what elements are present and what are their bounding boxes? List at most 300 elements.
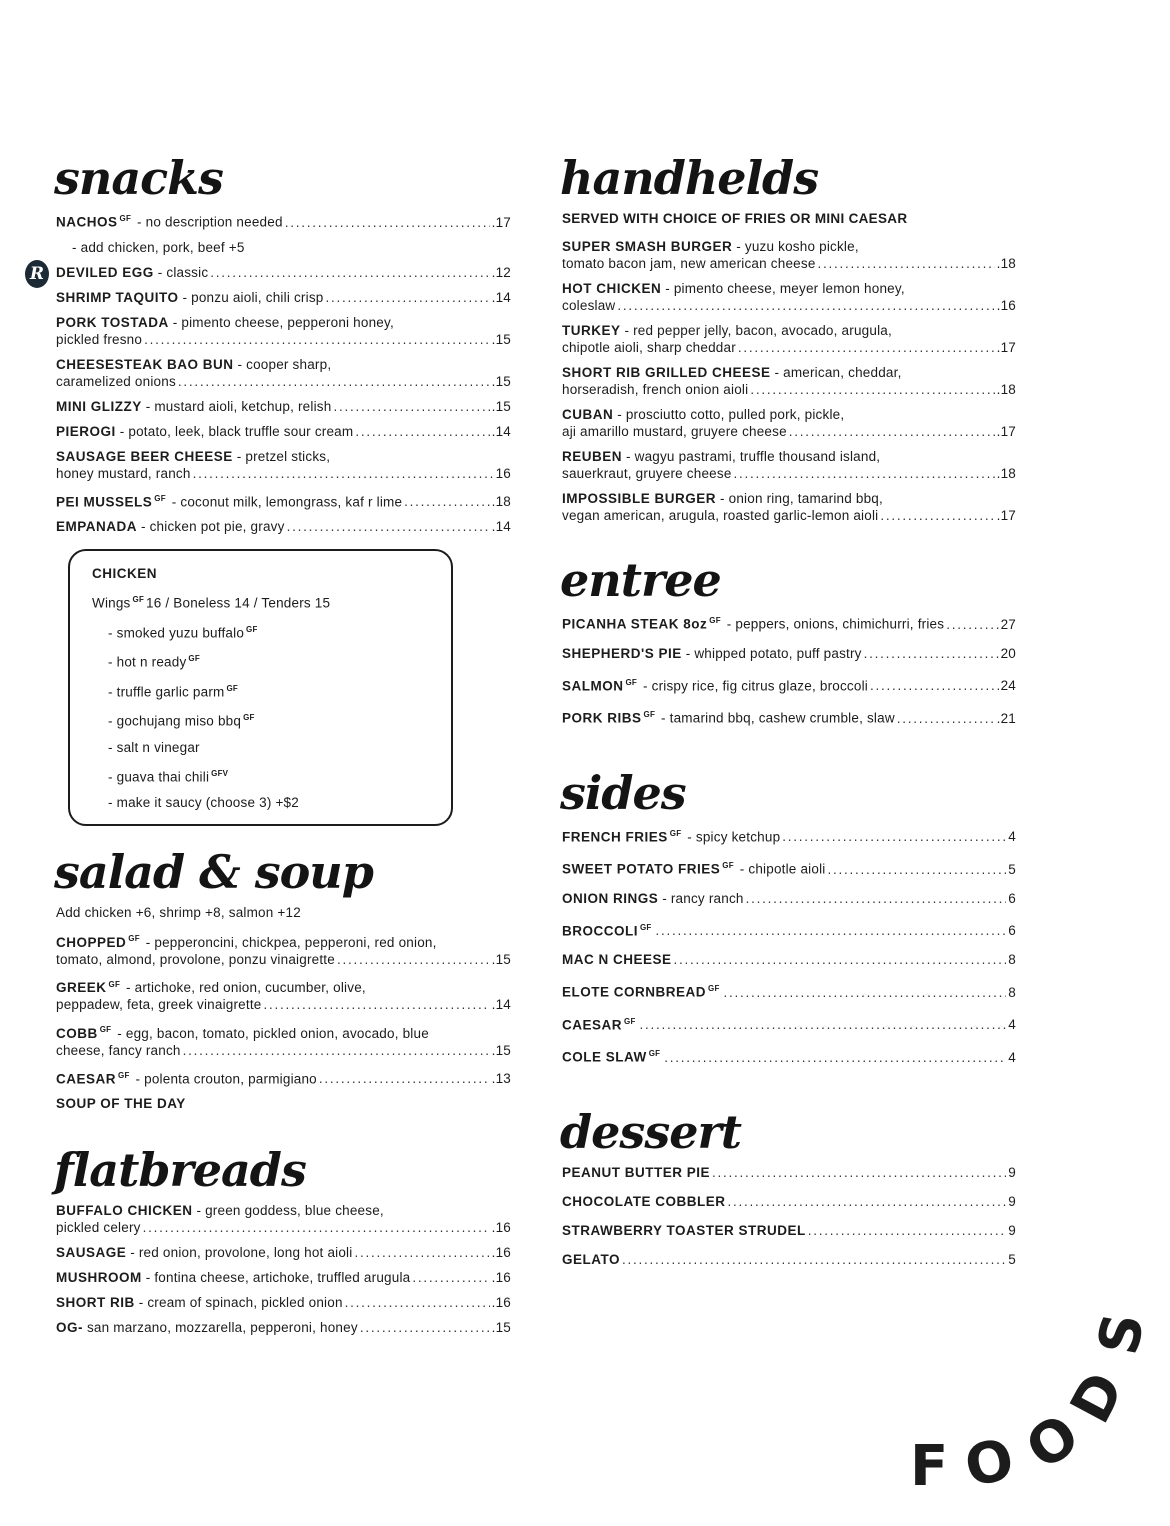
- item-name: PEI MUSSELS: [56, 494, 153, 509]
- leader-dots: [789, 423, 995, 440]
- item-row: [562, 423, 1016, 440]
- chicken-flavor-list: [92, 617, 431, 817]
- menu-item: [56, 264, 511, 281]
- foods-letter: S: [1086, 1308, 1158, 1360]
- menu-item: [56, 423, 511, 440]
- item-row: [562, 706, 1016, 727]
- item-row: [562, 857, 1016, 878]
- chicken-flavor: [92, 790, 431, 816]
- leader-dots: [337, 951, 490, 968]
- item-description-cont: peppadew, feta, greek vinaigrette: [56, 997, 262, 1012]
- item-name-desc: [562, 919, 654, 940]
- menu-item: [562, 448, 1016, 482]
- flavor-name: - make it saucy (choose 3) +$2: [108, 795, 299, 810]
- item-description: - onion ring, tamarind bbq,: [719, 491, 883, 506]
- item-row: [562, 1251, 1016, 1268]
- entree-list: [562, 612, 1016, 727]
- item-price: .18: [996, 256, 1016, 271]
- item-name: MAC N CHEESE: [562, 952, 672, 967]
- item-name: ONION RINGS: [562, 890, 659, 906]
- item-row: [56, 951, 511, 968]
- menu-item: [56, 1269, 511, 1286]
- item-name: CAESAR: [56, 1071, 117, 1086]
- gf-tag: GF: [154, 493, 166, 503]
- leader-dots: [664, 1049, 1006, 1066]
- item-row: [56, 465, 511, 482]
- left-column: [56, 150, 511, 1344]
- leader-dots: [183, 1042, 490, 1059]
- leader-dots: [412, 1269, 489, 1286]
- item-price: .16: [491, 1270, 511, 1285]
- sides-list: [562, 825, 1016, 1066]
- item-price: 4: [1008, 1017, 1016, 1032]
- leader-dots: [746, 890, 1007, 907]
- item-price: .21: [996, 710, 1016, 726]
- salad-addons-note: Add chicken +6, shrimp +8, salmon +12: [56, 905, 301, 920]
- leader-dots: [355, 423, 489, 440]
- item-description-cont: caramelized onions: [56, 373, 176, 389]
- item-description: - artichoke, red onion, cucumber, olive,: [125, 980, 366, 995]
- item-description: - no description needed: [136, 214, 283, 230]
- item-row: [562, 1193, 1016, 1210]
- item-description-cont: chipotle aioli, sharp cheddar: [562, 340, 736, 355]
- item-description: - mustard aioli, ketchup, relish: [145, 398, 332, 414]
- item-price: .14: [491, 423, 511, 439]
- item-price: 16: [495, 465, 511, 481]
- item-row: [56, 423, 511, 440]
- item-name-desc: [56, 1244, 352, 1261]
- item-description-cont: aji amarillo mustard, gruyere cheese: [562, 424, 787, 439]
- menu-item: [562, 280, 1016, 314]
- item-row: [56, 1042, 511, 1059]
- gf-tag: GF: [226, 683, 239, 693]
- leader-dots: [640, 1016, 1007, 1033]
- item-name-desc: [562, 407, 844, 422]
- menu-item: [56, 1202, 511, 1236]
- flavor-name: - smoked yuzu buffalo: [108, 625, 245, 640]
- leader-dots: [750, 381, 994, 398]
- item-description: - classic: [157, 264, 209, 280]
- item-name-desc: [56, 490, 402, 511]
- item-price: 27: [1000, 616, 1016, 632]
- item-name: STRAWBERRY TOASTER STRUDEL: [562, 1222, 806, 1238]
- item-name: REUBEN: [562, 449, 623, 464]
- item-name: SWEET POTATO FRIES: [562, 861, 721, 877]
- item-description: - rancy ranch: [662, 890, 744, 906]
- item-name: SALMON: [562, 678, 624, 693]
- item-row: [56, 996, 511, 1013]
- item-price: 9: [1008, 1164, 1016, 1180]
- item-description: - cooper sharp,: [237, 356, 332, 372]
- item-description: - prosciutto cotto, pulled pork, pickle,: [617, 407, 845, 422]
- item-description: - crispy rice, fig citrus glaze, broccoli: [642, 678, 868, 693]
- item-row: [56, 398, 511, 415]
- leader-dots: [808, 1222, 1007, 1239]
- item-row: [562, 1222, 1016, 1239]
- item-name-desc: [562, 706, 895, 727]
- chicken-title: CHICKEN: [92, 566, 158, 581]
- restaurant-logo: R: [25, 260, 49, 288]
- gf-tag: GF: [243, 713, 255, 722]
- item-price: 4: [1008, 829, 1016, 844]
- item-price: .15: [491, 1320, 511, 1335]
- leader-dots: [143, 1219, 490, 1236]
- gf-tag: GF: [108, 979, 121, 989]
- item-name: BROCCOLI: [562, 923, 638, 938]
- item-row: [562, 890, 1016, 907]
- item-name-desc: [56, 1095, 186, 1112]
- gf-tag: GF: [643, 710, 656, 719]
- item-first-line: [56, 976, 511, 997]
- menu-item: [56, 490, 511, 511]
- item-description: - pepperoncini, chickpea, pepperoni, red onion,: [145, 934, 437, 950]
- item-name-desc: [56, 289, 323, 306]
- flavor-name: - guava thai chili: [108, 769, 210, 784]
- item-description-cont: honey mustard, ranch: [56, 465, 191, 481]
- item-first-line: [562, 322, 1016, 339]
- item-row: [56, 1067, 511, 1088]
- menu-item: [562, 238, 1016, 272]
- item-row: [562, 339, 1016, 356]
- item-price: 9: [1008, 1222, 1016, 1238]
- gf-tag: GF: [99, 1025, 112, 1034]
- item-row: [562, 381, 1016, 398]
- item-row: [562, 612, 1016, 633]
- item-price: .18: [996, 466, 1016, 481]
- gf-tag: GF: [119, 214, 132, 223]
- gf-tag: GF: [709, 616, 721, 625]
- gf-tag: GF: [118, 1070, 130, 1080]
- item-name-desc: [56, 518, 285, 535]
- item-name: CHEESESTEAK BAO BUN: [56, 356, 234, 372]
- item-price: 4: [1008, 1049, 1016, 1065]
- item-description: - red pepper jelly, bacon, avocado, arugula,: [624, 323, 892, 338]
- item-description: - pimento cheese, meyer lemon honey,: [665, 281, 905, 296]
- item-name: CHOCOLATE COBBLER: [562, 1193, 726, 1209]
- item-row: [562, 297, 1016, 314]
- item-first-line: [56, 448, 511, 465]
- gf-tag: GFV: [211, 768, 229, 778]
- item-row: [562, 980, 1016, 1001]
- item-first-line: [562, 406, 1016, 423]
- item-price: 6: [1008, 890, 1016, 906]
- item-name: MUSHROOM: [56, 1270, 142, 1285]
- leader-dots: [264, 996, 490, 1013]
- sides-heading: sides: [560, 765, 686, 820]
- leader-dots: [946, 616, 998, 633]
- item-price: 6: [1008, 923, 1016, 938]
- gf-tag: GF: [128, 934, 140, 943]
- item-description: - whipped potato, puff pastry: [685, 645, 862, 661]
- menu-item: [562, 951, 1016, 968]
- item-first-line: [562, 364, 1016, 381]
- item-first-line: [562, 448, 1016, 465]
- menu-item: [56, 930, 511, 968]
- item-name: PEANUT BUTTER PIE: [562, 1164, 711, 1180]
- menu-item: [562, 1013, 1016, 1034]
- item-name: COLE SLAW: [562, 1049, 647, 1065]
- item-row: [56, 210, 511, 231]
- item-price: .14: [491, 997, 511, 1012]
- foods-letter: O: [959, 1426, 1020, 1501]
- menu-item: [56, 210, 511, 231]
- leader-dots: [360, 1319, 490, 1336]
- item-row: [562, 919, 1016, 940]
- foods-letter: D: [1058, 1362, 1138, 1434]
- item-description: - potato, leek, black truffle sour cream: [119, 423, 354, 439]
- item-row: [562, 1013, 1016, 1034]
- menu-item: [562, 1251, 1016, 1268]
- item-name: SHRIMP TAQUITO: [56, 289, 179, 305]
- leader-dots: [712, 1164, 1006, 1181]
- item-name-desc: [56, 980, 366, 995]
- item-price: .14: [491, 519, 511, 534]
- entree-heading: entree: [560, 553, 721, 607]
- item-name-desc: [56, 1319, 358, 1336]
- item-name: NACHOS: [56, 214, 118, 230]
- item-first-line: [56, 1021, 511, 1042]
- chicken-flavor: [92, 676, 431, 706]
- gf-tag: GF: [648, 1049, 661, 1058]
- leader-dots: [210, 264, 489, 281]
- item-row: [562, 255, 1016, 272]
- leader-dots: [724, 984, 1007, 1001]
- item-description-cont: coleslaw: [562, 298, 616, 313]
- snacks-list: [56, 210, 511, 535]
- item-row: [56, 1095, 511, 1112]
- item-price: 5: [1008, 861, 1016, 877]
- item-description-cont: pickled celery: [56, 1220, 141, 1235]
- item-price: .15: [491, 1042, 511, 1058]
- item-name: SHORT RIB GRILLED CHEESE: [562, 365, 771, 380]
- item-name-desc: [562, 612, 944, 633]
- item-name-desc: [562, 825, 780, 846]
- chicken-pricing-wings: Wings: [92, 595, 131, 611]
- item-description-cont: tomato, almond, provolone, ponzu vinaigrette: [56, 951, 335, 967]
- item-price: .15: [491, 398, 511, 414]
- item-name-desc: [56, 315, 394, 330]
- item-name-desc: [562, 645, 862, 662]
- item-name: CHOPPED: [56, 934, 127, 950]
- item-price: .18: [996, 382, 1016, 397]
- handhelds-heading: handhelds: [560, 151, 819, 205]
- flavor-name: - gochujang miso bbq: [108, 713, 242, 729]
- item-row: [562, 674, 1016, 695]
- item-name: PORK TOSTADA: [56, 314, 169, 330]
- item-row: [562, 507, 1016, 524]
- flavor-name: - salt n vinegar: [108, 739, 200, 755]
- item-name-desc: [56, 398, 331, 415]
- salad-list: [56, 930, 511, 1112]
- menu-item: [56, 1021, 511, 1059]
- item-name-desc: [562, 1164, 710, 1181]
- item-first-line: [56, 314, 511, 331]
- item-description: - cream of spinach, pickled onion: [138, 1295, 343, 1310]
- leader-dots: [622, 1251, 1006, 1268]
- item-name: PIEROGI: [56, 423, 116, 439]
- item-name-desc: [56, 1067, 317, 1088]
- item-description: - ponzu aioli, chili crisp: [182, 289, 324, 305]
- item-name-desc: [56, 1294, 343, 1311]
- item-description: - chipotle aioli: [739, 861, 826, 877]
- item-description: - wagyu pastrami, truffle thousand island,: [625, 449, 881, 464]
- leader-dots: [193, 465, 494, 482]
- item-name-desc: [562, 1013, 638, 1034]
- item-name-desc: [562, 890, 744, 907]
- flavor-name: - hot n ready: [108, 654, 187, 670]
- item-row: [56, 1269, 511, 1286]
- handhelds-list: [562, 238, 1016, 524]
- item-description-cont: cheese, fancy ranch: [56, 1042, 181, 1058]
- chicken-flavor: [92, 646, 431, 676]
- item-price: .17: [996, 340, 1016, 355]
- leader-dots: [864, 645, 999, 662]
- chicken-flavor: [92, 761, 431, 791]
- menu-item: [56, 239, 511, 256]
- menu-item: [56, 314, 511, 348]
- menu-item: [56, 289, 511, 306]
- item-description-cont: horseradish, french onion aioli: [562, 382, 749, 397]
- item-row: [562, 1164, 1016, 1181]
- menu-item: [562, 980, 1016, 1001]
- item-name-desc: [56, 449, 330, 464]
- menu-item: [56, 398, 511, 415]
- item-description: - yuzu kosho pickle,: [736, 239, 859, 254]
- item-name: FRENCH FRIES: [562, 829, 668, 844]
- item-addon: - add chicken, pork, beef +5: [72, 239, 245, 255]
- item-name: HOT CHICKEN: [562, 281, 662, 296]
- menu-item: [56, 448, 511, 482]
- item-name: TURKEY: [562, 323, 621, 338]
- item-name: SAUSAGE BEER CHEESE: [56, 448, 233, 464]
- gf-tag: GF: [669, 828, 682, 838]
- leader-dots: [178, 373, 490, 390]
- item-description-cont: vegan american, arugula, roasted garlic-lemon aioli: [562, 508, 879, 523]
- item-description: - pretzel sticks,: [236, 448, 331, 464]
- item-first-line: [562, 238, 1016, 255]
- chicken-box: [68, 549, 453, 826]
- item-description: - polenta crouton, parmigiano: [135, 1071, 317, 1086]
- item-name-desc: [56, 210, 283, 231]
- menu-item: [56, 518, 511, 535]
- gf-tag: GF: [708, 984, 720, 993]
- leader-dots: [617, 297, 994, 314]
- flatbreads-heading: flatbreads: [54, 1143, 306, 1197]
- item-row: [56, 1319, 511, 1336]
- item-price: 9: [1008, 1193, 1016, 1209]
- item-name-desc: [562, 1045, 662, 1066]
- item-price: 20: [1000, 645, 1016, 661]
- item-row: [562, 465, 1016, 482]
- snacks-heading: snacks: [54, 151, 223, 205]
- item-row: [56, 1294, 511, 1311]
- item-price: 24: [1000, 678, 1016, 693]
- item-name: EMPANADA: [56, 519, 137, 534]
- item-price: 8: [1008, 952, 1016, 967]
- chicken-flavor: [92, 735, 431, 761]
- item-name: SAUSAGE: [56, 1245, 127, 1260]
- item-description-cont: pickled fresno: [56, 331, 143, 347]
- leader-dots: [674, 951, 1007, 968]
- item-price: .15: [491, 951, 511, 967]
- item-description: - fontina cheese, artichoke, truffled arugula: [145, 1270, 411, 1285]
- item-price: .16: [491, 1295, 511, 1310]
- item-description: - red onion, provolone, long hot aioli: [130, 1245, 353, 1260]
- item-name-desc: [562, 449, 880, 464]
- leader-dots: [144, 331, 490, 348]
- item-row: [56, 1244, 511, 1261]
- item-name: MINI GLIZZY: [56, 398, 142, 414]
- item-row: [56, 490, 511, 511]
- leader-dots: [656, 922, 1007, 939]
- leader-dots: [897, 710, 995, 727]
- item-row: [56, 1219, 511, 1236]
- item-description: san marzano, mozzarella, pepperoni, honey: [86, 1320, 358, 1335]
- menu-item: [56, 1294, 511, 1311]
- menu-item: [562, 890, 1016, 907]
- gf-tag: GF: [246, 624, 258, 634]
- gf-tag: GF: [640, 922, 652, 932]
- item-name: SHEPHERD'S PIE: [562, 645, 682, 661]
- item-description: - green goddess, blue cheese,: [196, 1203, 384, 1218]
- foods-letter: F: [910, 1434, 949, 1499]
- flatbreads-list: [56, 1202, 511, 1336]
- item-name: SOUP OF THE DAY: [56, 1096, 186, 1111]
- item-row: [562, 1045, 1016, 1066]
- item-name-desc: [562, 239, 859, 254]
- leader-dots: [728, 1193, 1007, 1210]
- gf-tag: GF: [132, 595, 145, 604]
- item-first-line: [562, 490, 1016, 507]
- item-name-desc: [56, 1269, 410, 1286]
- item-name-desc: [56, 1203, 384, 1218]
- item-first-line: [56, 356, 511, 373]
- item-name: OG-: [56, 1320, 83, 1335]
- item-name-desc: [56, 357, 331, 372]
- item-price: 5: [1008, 1251, 1016, 1267]
- menu-item: [562, 1193, 1016, 1210]
- item-name-desc: [56, 423, 353, 440]
- menu-item: [562, 364, 1016, 398]
- leader-dots: [827, 861, 1006, 878]
- gf-tag: GF: [624, 1016, 636, 1026]
- flavor-name: - truffle garlic parm: [108, 684, 225, 699]
- item-description: - pimento cheese, pepperoni honey,: [172, 314, 394, 330]
- item-name-desc: [562, 857, 825, 878]
- item-name: PICANHA STEAK 8oz: [562, 616, 708, 632]
- leader-dots: [333, 398, 489, 415]
- menu-item: [562, 674, 1016, 695]
- handhelds-note: SERVED WITH CHOICE OF FRIES OR MINI CAESAR: [562, 211, 908, 226]
- leader-dots: [325, 289, 489, 306]
- item-name: COBB: [56, 1025, 98, 1041]
- item-price: .18: [491, 494, 511, 509]
- item-description: - chicken pot pie, gravy: [140, 519, 285, 534]
- menu-item: [562, 406, 1016, 440]
- item-description: - american, cheddar,: [774, 365, 902, 380]
- item-price: .17: [491, 214, 511, 230]
- item-name-desc: [56, 1026, 429, 1041]
- item-description-cont: tomato bacon jam, new american cheese: [562, 256, 816, 271]
- leader-dots: [734, 465, 995, 482]
- item-row: [56, 373, 511, 390]
- item-price: .16: [996, 298, 1016, 313]
- item-name: GREEK: [56, 980, 107, 995]
- item-row: [56, 518, 511, 535]
- salad-heading: salad & soup: [54, 845, 373, 899]
- item-price: .17: [996, 424, 1016, 439]
- chicken-pricing: [92, 587, 431, 617]
